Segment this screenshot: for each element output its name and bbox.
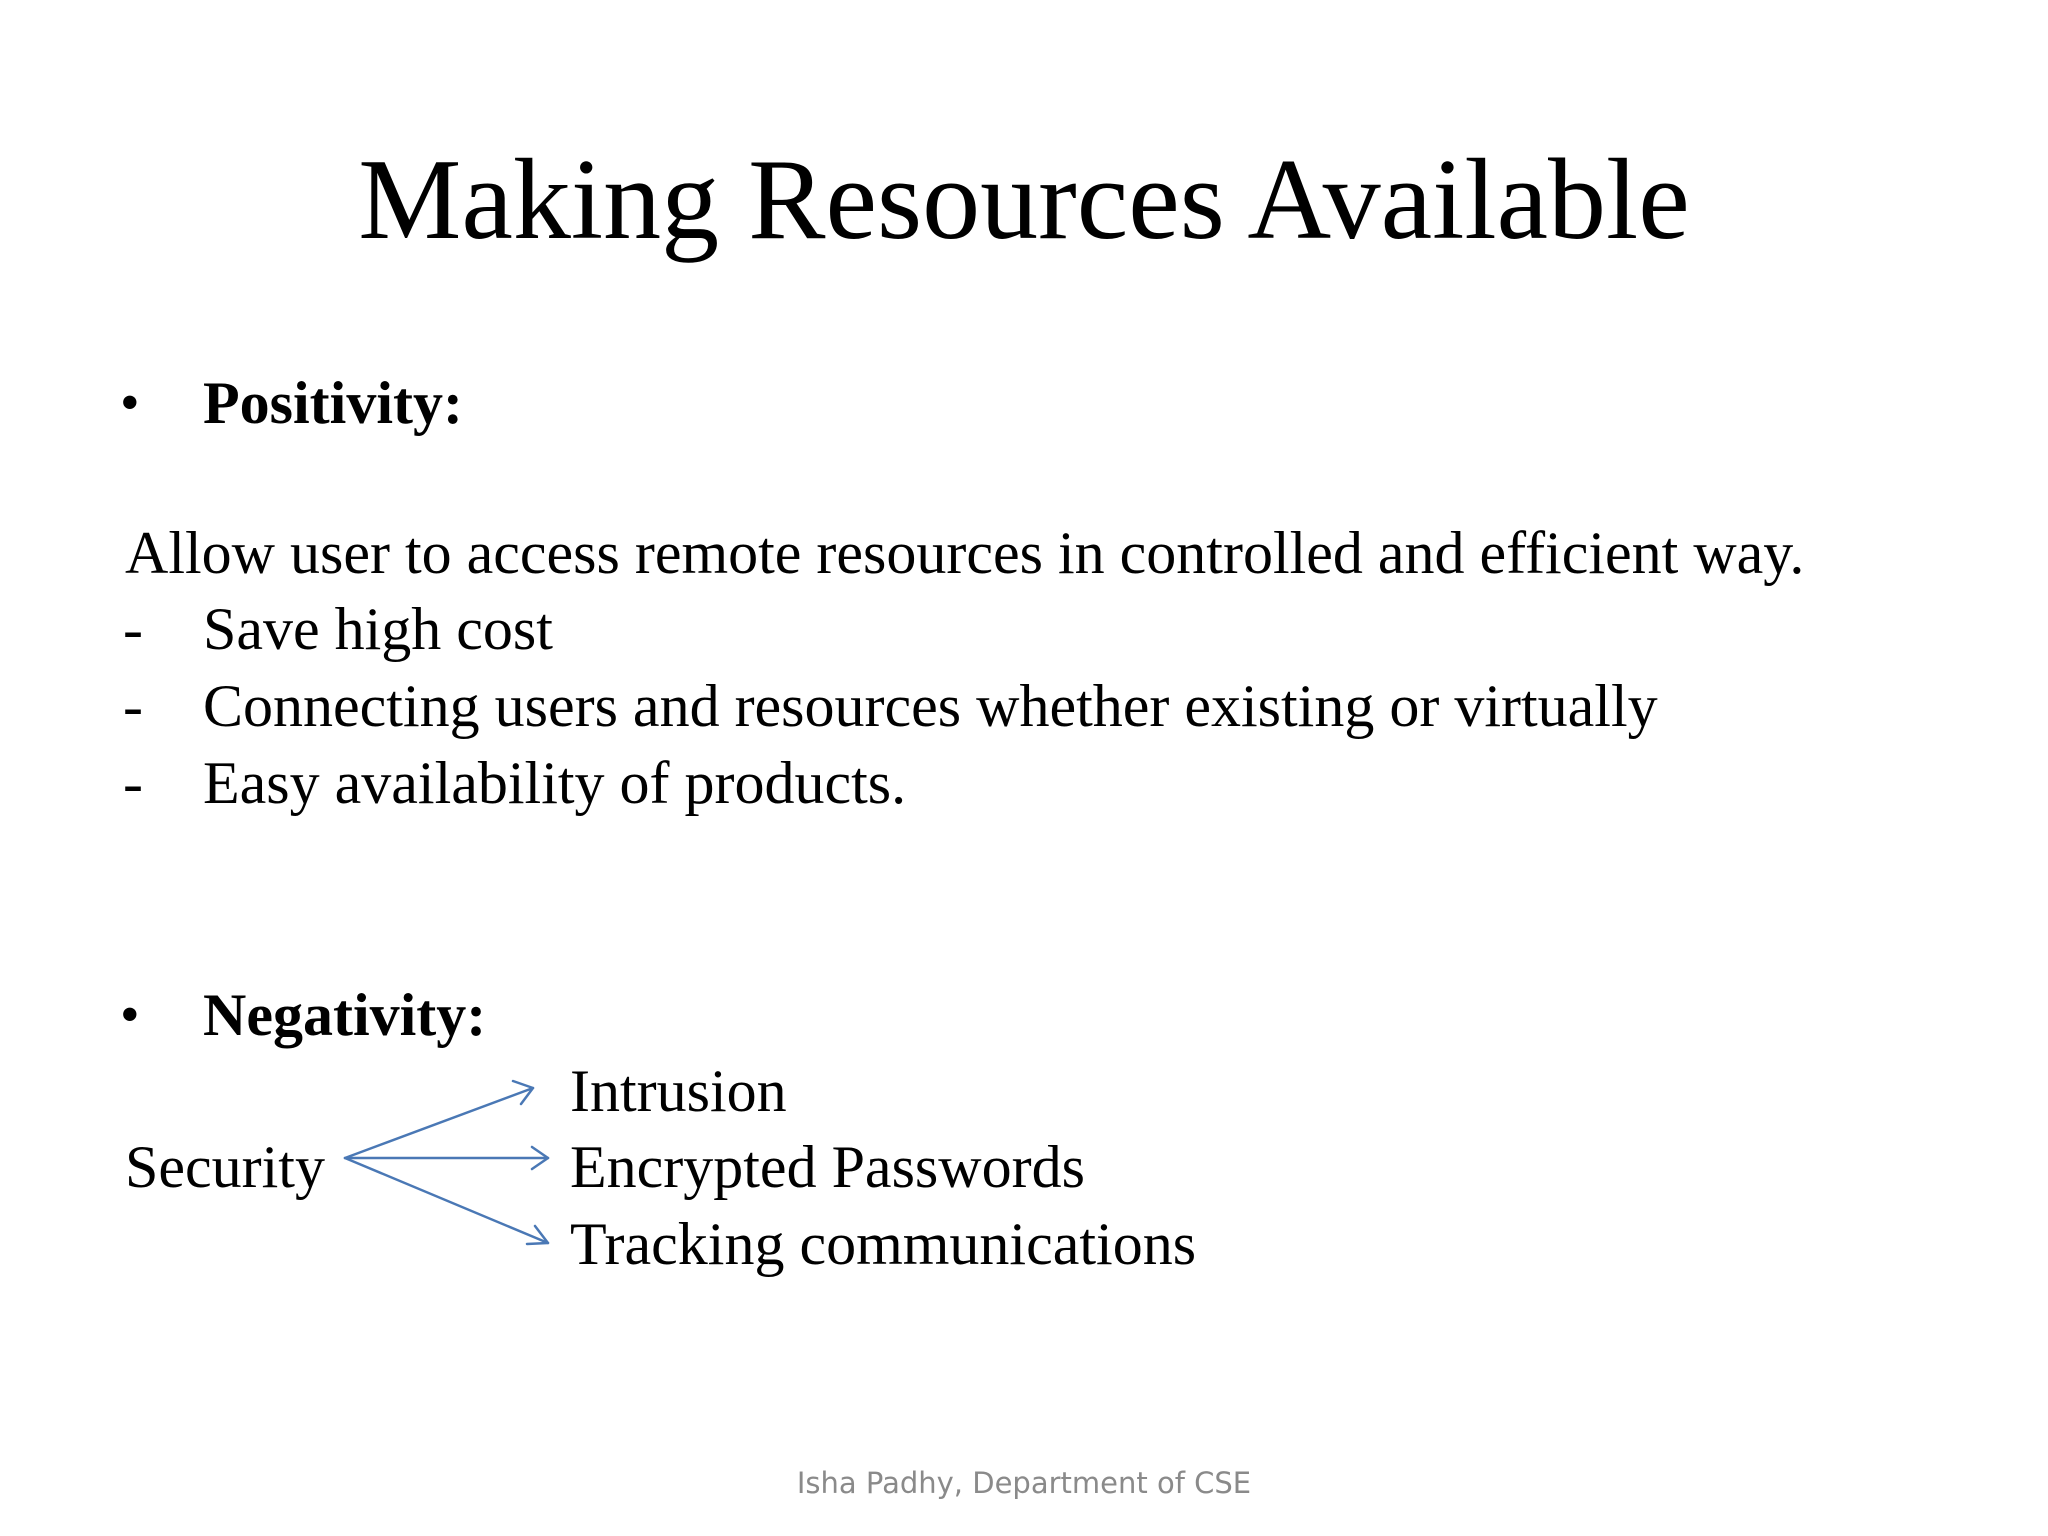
dash-marker: - bbox=[123, 673, 143, 739]
footer-credit: Isha Padhy, Department of CSE bbox=[796, 1466, 1252, 1500]
positivity-description: Allow user to access remote resources in controlled and efficient way. bbox=[125, 520, 1805, 586]
arrow-right-icon bbox=[345, 1081, 533, 1158]
slide-title: Making Resources Available bbox=[358, 136, 1690, 264]
positivity-point: Easy availability of products. bbox=[203, 750, 907, 816]
negativity-target: Intrusion bbox=[570, 1058, 787, 1124]
positivity-point: Save high cost bbox=[203, 596, 553, 662]
dash-marker: - bbox=[123, 750, 143, 816]
arrow-right-icon bbox=[345, 1147, 548, 1169]
arrow-right-icon bbox=[345, 1158, 548, 1244]
negativity-target: Tracking communications bbox=[570, 1211, 1197, 1277]
dash-marker: - bbox=[123, 596, 143, 662]
positivity-point: Connecting users and resources whether existing or virtually bbox=[203, 673, 1658, 739]
security-label: Security bbox=[125, 1134, 325, 1200]
positivity-bullet-icon: • bbox=[120, 372, 140, 434]
positivity-heading: Positivity: bbox=[203, 370, 463, 436]
negativity-target: Encrypted Passwords bbox=[570, 1134, 1085, 1200]
negativity-bullet-icon: • bbox=[120, 984, 140, 1046]
negativity-heading: Negativity: bbox=[203, 982, 487, 1048]
